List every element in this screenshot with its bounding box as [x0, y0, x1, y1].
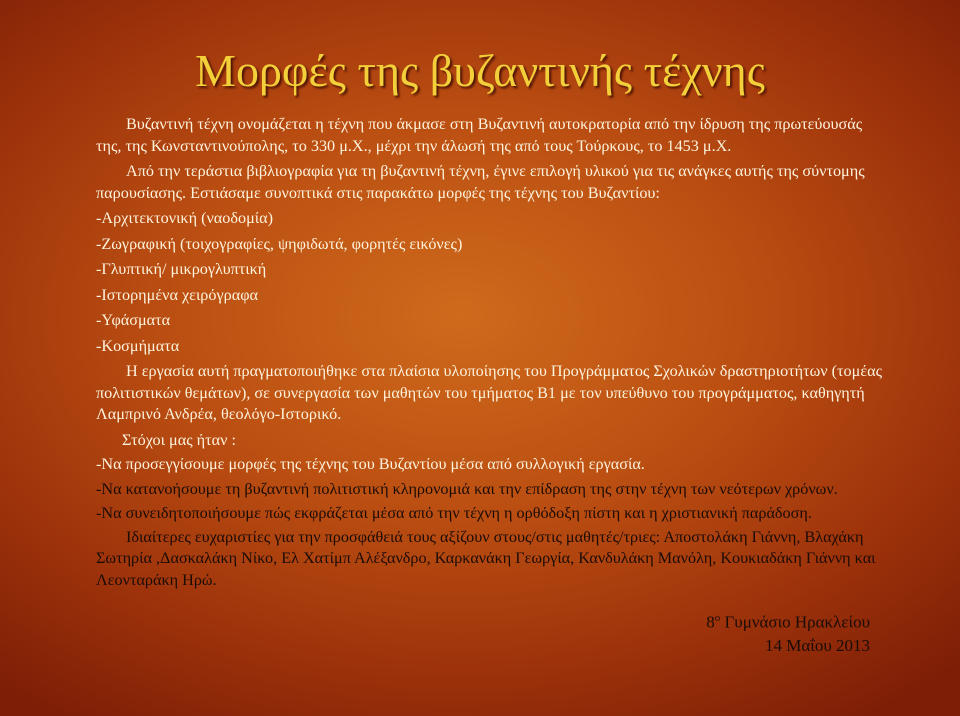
form-item: -Ζωγραφική (τοιχογραφίες, ψηφιδωτά, φορητές εικόνες)	[96, 234, 463, 253]
thanks-paragraph: Ιδιαίτερες ευχαριστίες για την προσφάθειά τους αξίζουν στους/στις μαθητές/τριες: Αποστολάκη Γιάννη, Βλαχάκη Σωτηρία ,Δασκαλάκη Νίκο, Ελ Χατίμπ Αλέξανδρο, Καρκανάκη Γεωργία, Κανδυλάκη Μανόλη, Κουκιαδάκη Γιάννη και Λεονταράκη Ηρώ.	[96, 527, 876, 589]
form-item: -Ιστορημένα χειρόγραφα	[96, 285, 259, 304]
school-suffix: ο	[714, 612, 721, 624]
goals-heading: Στόχοι μας ήταν :	[122, 430, 236, 449]
goal-item: -Να κατανοήσουμε τη βυζαντινή πολιτιστική κληρονομιά και την επίδραση της στην τέχνη των νεότερων χρόνων.	[96, 479, 838, 498]
main-content	[96, 114, 886, 591]
program-paragraph: Η εργασία αυτή πραγματοποιήθηκε στα πλαίσια υλοποίησης του Προγράμματος Σχολικών δραστηριοτήτων (τομέας πολιτιστικών θεμάτων), σε συνεργασία των μαθητών του τμήματος Β1 με τον υπεύθυνο του προγράμματος, καθηγητή Λαμπρινό Ανδρέα, θεολόγο-Ιστορικό.	[96, 362, 883, 423]
selection-paragraph: Από την τεράστια βιβλιογραφία για τη βυζαντινή τέχνη, έγινε επιλογή υλικού για τις ανάγκες αυτής της σύντομης παρουσίασης. Εστιάσαμε συνοπτικά στις παρακάτω μορφές της τέχνης του Βυζαντίου:	[96, 162, 865, 202]
page-title: Μορφές της βυζαντινής τέχνης	[195, 45, 765, 96]
school-name	[0, 612, 870, 633]
goal-item: -Να συνειδητοποιήσουμε πώς εκφράζεται μέσα από την τέχνη η ορθόδοξη πίστη και η χριστιανική παράδοση.	[96, 504, 812, 522]
form-item: -Γλυπτική/ μικρογλυπτική	[96, 260, 267, 278]
school-number: 8	[706, 612, 715, 632]
form-item: -Υφάσματα	[96, 311, 171, 329]
intro-paragraph: Βυζαντινή τέχνη ονομάζεται η τέχνη που άκμασε στη Βυζαντινή αυτοκρατορία από την ίδρυση της πρωτεύουσάς της, της Κωνσταντινούπολης, το 330 μ.Χ., μέχρι την άλωσή της από τους Τούρκους, το 1453 μ.Χ.	[96, 115, 863, 155]
form-item: -Αρχιτεκτονική (ναοδομία)	[96, 209, 274, 227]
goal-item: -Να προσεγγίσουμε μορφές της τέχνης του Βυζαντίου μέσα από συλλογική εργασία.	[96, 455, 645, 473]
school-name-text: Γυμνάσιο Ηρακλείου	[720, 612, 870, 632]
form-item: -Κοσμήματα	[96, 336, 180, 355]
date: 14 Μαΐου 2013	[764, 636, 870, 655]
